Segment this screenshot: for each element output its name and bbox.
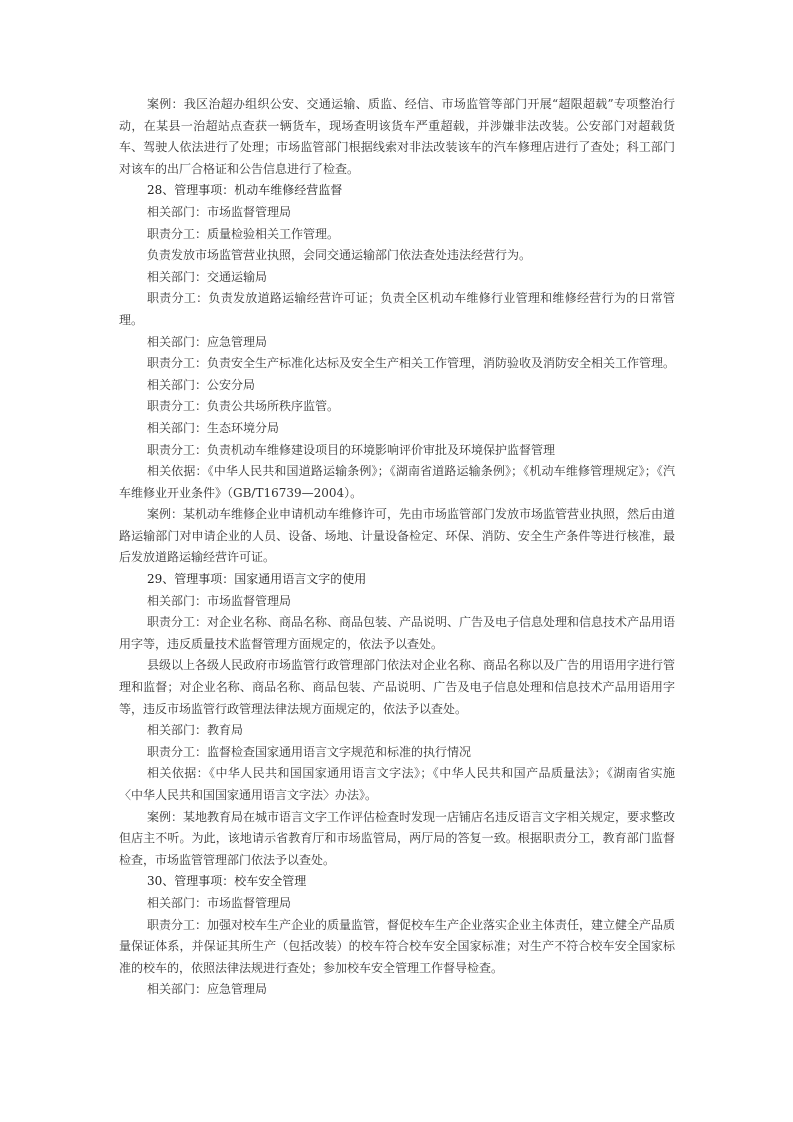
case-paragraph: 案例：我区治超办组织公安、交通运输、质监、经信、市场监管等部门开展“超限超载”专项整治行动，在某县一治超站点查获一辆货车，现场查明该货车严重超载，并涉嫌非法改装。公安部门对超载货车、驾驶人依法进行了处理；市场监管部门根据线索对非法改装该车的汽车修理店进行了查处；科工部门对该车的出厂合格证和公告信息进行了检查。: [119, 97, 675, 176]
duty-line: 职责分工：监督检查国家通用语言文字规范和标准的执行情况: [147, 744, 472, 759]
duty-line: 职责分工：负责公共场所秩序监管。: [147, 399, 340, 414]
document-body: [119, 94, 675, 1001]
item-heading: 29、管理事项：国家通用语言文字的使用: [147, 572, 367, 587]
duty-line: 职责分工：负责发放道路运输经营许可证；负责全区机动车维修行业管理和维修经营行为的日常管理。: [119, 291, 675, 327]
duty-line: 负责发放市场监管营业执照，会同交通运输部门依法查处违法经营行为。: [147, 248, 532, 263]
department-line: 相关部门：市场监督管理局: [147, 895, 292, 910]
department-line: 相关部门：交通运输局: [147, 269, 268, 284]
department-line: 相关部门：公安分局: [147, 377, 256, 392]
duty-line: 职责分工：对企业名称、商品名称、商品包装、产品说明、广告及电子信息处理和信息技术产品用语用字等，违反质量技术监督管理方面规定的，依法予以查处。: [119, 615, 676, 651]
case-paragraph: 案例：某机动车维修企业申请机动车维修许可，先由市场监管部门发放市场监管营业执照，然后由道路运输部门对申请企业的人员、设备、场地、计量设备检定、环保、消防、安全生产条件等进行核准，最后发放道路运输经营许可证。: [119, 507, 676, 565]
basis-line: 相关依据：《中华人民共和国国家通用语言文字法》；《中华人民共和国产品质量法》；《湖南省实施〈中华人民共和国国家通用语言文字法〉办法》。: [119, 766, 675, 802]
department-line: 相关部门：教育局: [147, 723, 244, 738]
duty-line: 职责分工：负责机动车维修建设项目的环境影响评价审批及环境保护监督管理: [147, 442, 556, 457]
department-line: 相关部门：市场监督管理局: [147, 204, 292, 219]
department-line: 相关部门：应急管理局: [147, 982, 268, 997]
department-line: 相关部门：应急管理局: [147, 334, 268, 349]
duty-line: 职责分工：负责安全生产标准化达标及安全生产相关工作管理，消防验收及消防安全相关工作管理。: [147, 356, 676, 371]
department-line: 相关部门：市场监督管理局: [147, 593, 292, 608]
case-paragraph: 案例：某地教育局在城市语言文字工作评估检查时发现一店铺店名违反语言文字相关规定，要求整改但店主不听。为此，该地请示省教育厅和市场监管局，两厅局的答复一致。根据职责分工，教育部门监督检查，市场监管管理部门依法予以查处。: [119, 809, 676, 867]
basis-line: 相关依据：《中华人民共和国道路运输条例》；《湖南省道路运输条例》；《机动车维修管理规定》；《汽车维修业开业条件》（GB/T16739—2004）。: [119, 464, 675, 500]
duty-line: 职责分工：质量检验相关工作管理。: [147, 226, 340, 241]
duty-line: 县级以上各级人民政府市场监管行政管理部门依法对企业名称、商品名称以及广告的用语用字进行管理和监督；对企业名称、商品名称、商品包装、产品说明、广告及电子信息处理和信息技术产品用语用字等，违反市场监管行政管理法律法规方面规定的，依法予以查处。: [119, 658, 676, 716]
department-line: 相关部门：生态环境分局: [147, 420, 280, 435]
duty-line: 职责分工：加强对校车生产企业的质量监管，督促校车生产企业落实企业主体责任，建立健全产品质量保证体系，并保证其所生产（包括改装）的校车符合校车安全国家标准；对生产不符合校车安全国家标准的校车的，依照法律法规进行查处；参加校车安全管理工作督导检查。: [119, 917, 676, 975]
item-heading: 28、管理事项：机动车维修经营监督: [147, 183, 343, 198]
item-heading: 30、管理事项：校车安全管理: [147, 874, 307, 889]
